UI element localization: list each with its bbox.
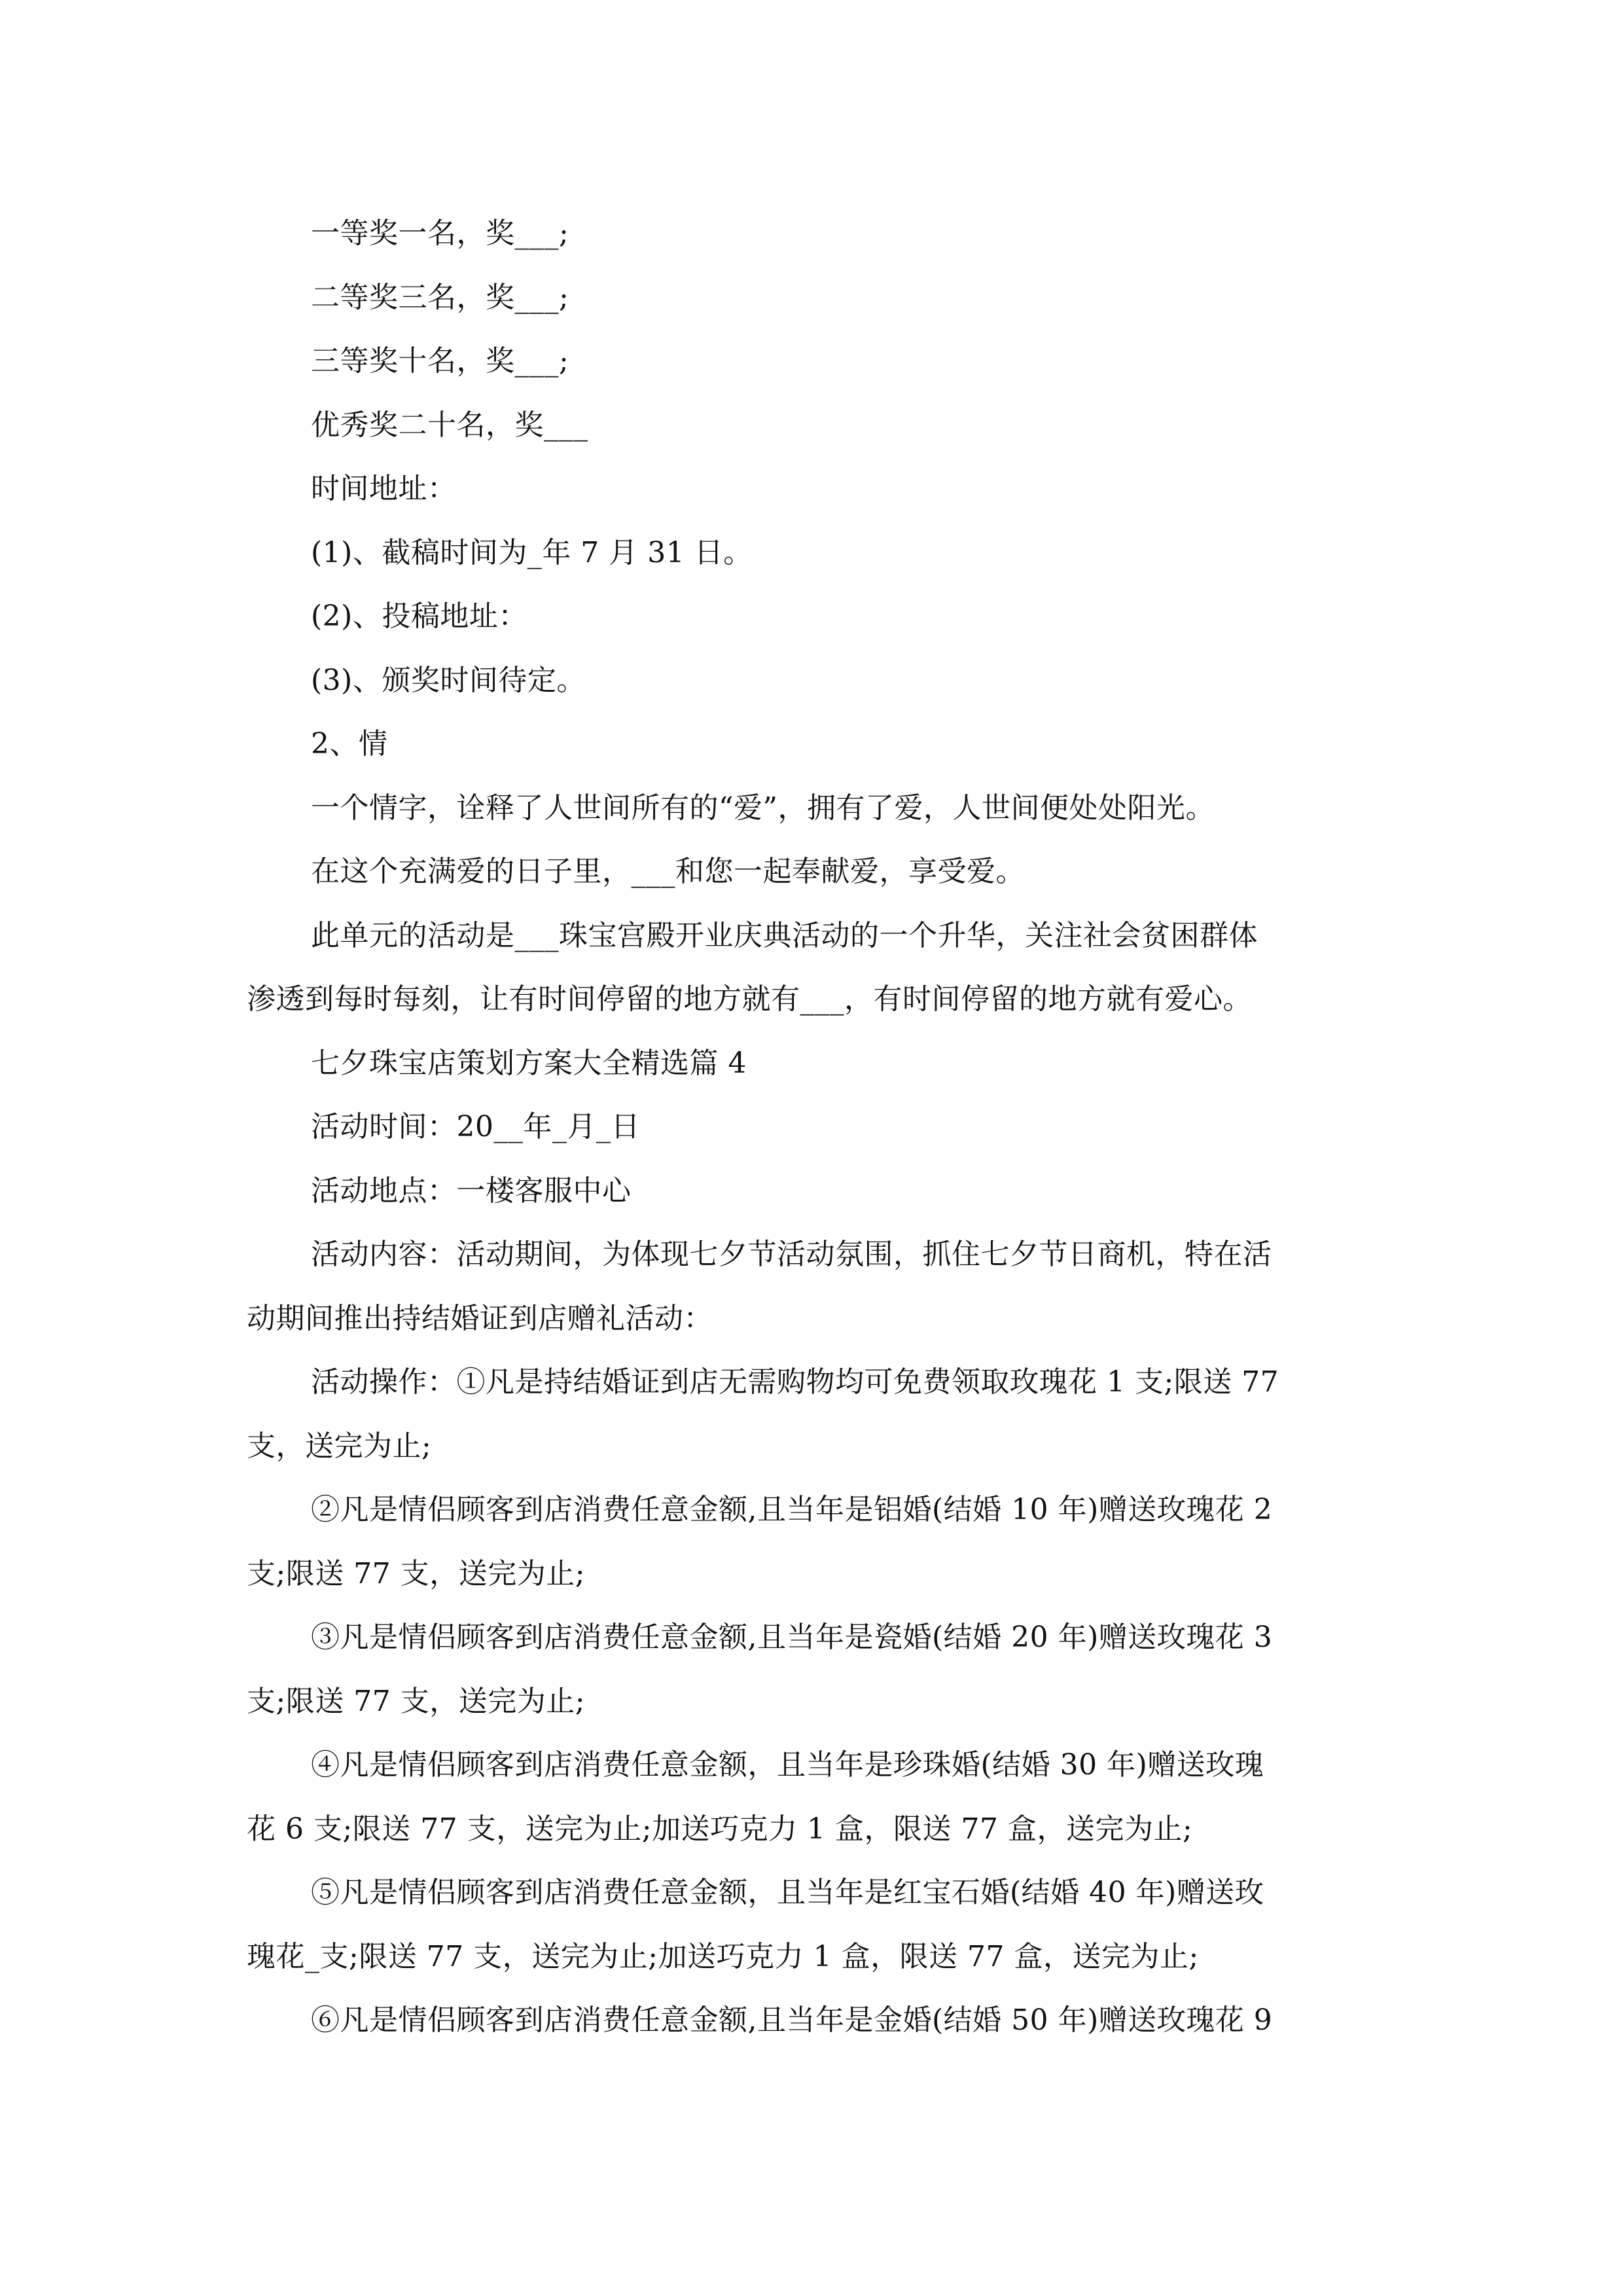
text-line: 支，送完为止; [247,1429,432,1463]
section-heading: 2、情 [311,727,388,761]
text-line: 二等奖三名，奖___; [311,280,569,314]
document-body [247,202,1382,2053]
text-line: ⑤凡是情侣顾客到店消费任意金额，且当年是红宝石婚(结婚 40 年)赠送玫 [311,1876,1264,1909]
text-line: 瑰花_支;限送 77 支，送完为止;加送巧克力 1 盒，限送 77 盒，送完为止; [247,1939,1199,1973]
text-line: 活动内容：活动期间，为体现七夕节活动氛围，抓住七夕节日商机，特在活 [311,1238,1272,1271]
section-title: 七夕珠宝店策划方案大全精选篇 4 [311,1046,747,1080]
text-line: ④凡是情侣顾客到店消费任意金额，且当年是珍珠婚(结婚 30 年)赠送玫瑰 [311,1748,1264,1782]
text-line: 渗透到每时每刻，让有时间停留的地方就有___，有时间停留的地方就有爱心。 [247,982,1252,1016]
text-line: (2)、投稿地址： [311,600,527,633]
text-line: 活动地点：一楼客服中心 [311,1174,632,1208]
section-heading: 时间地址： [311,472,457,505]
text-line: 三等奖十名，奖___; [311,344,569,378]
text-line: 一个情字，诠释了人世间所有的“爱”，拥有了爱，人世间便处处阳光。 [311,791,1215,825]
text-line: 活动操作：①凡是持结婚证到店无需购物均可免费领取玫瑰花 1 支;限送 77 [311,1365,1279,1399]
text-line: ②凡是情侣顾客到店消费任意金额,且当年是铝婚(结婚 10 年)赠送玫瑰花 2 [311,1493,1273,1526]
text-line: 活动时间：20__年_月_日 [311,1110,640,1143]
text-line: 一等奖一名，奖___; [311,217,569,250]
text-line: 动期间推出持结婚证到店赠礼活动： [247,1301,713,1335]
text-line: 支;限送 77 支，送完为止; [247,1684,586,1718]
text-line: (3)、颁奖时间待定。 [311,663,586,697]
text-line: 花 6 支;限送 77 支，送完为止;加送巧克力 1 盒，限送 77 盒，送完为止; [247,1812,1193,1846]
text-line: 优秀奖二十名，奖___ [311,408,588,442]
text-line: 此单元的活动是___珠宝宫殿开业庆典活动的一个升华，关注社会贫困群体 [311,918,1258,952]
text-line: 在这个充满爱的日子里，___和您一起奉献爱，享受爱。 [311,855,1025,888]
text-line: (1)、截稿时间为_年 7 月 31 日。 [311,535,753,569]
text-line: ③凡是情侣顾客到店消费任意金额,且当年是瓷婚(结婚 20 年)赠送玫瑰花 3 [311,1621,1273,1654]
text-line: 支;限送 77 支，送完为止; [247,1556,586,1590]
text-line: ⑥凡是情侣顾客到店消费任意金额,且当年是金婚(结婚 50 年)赠送玫瑰花 9 [311,2003,1273,2037]
